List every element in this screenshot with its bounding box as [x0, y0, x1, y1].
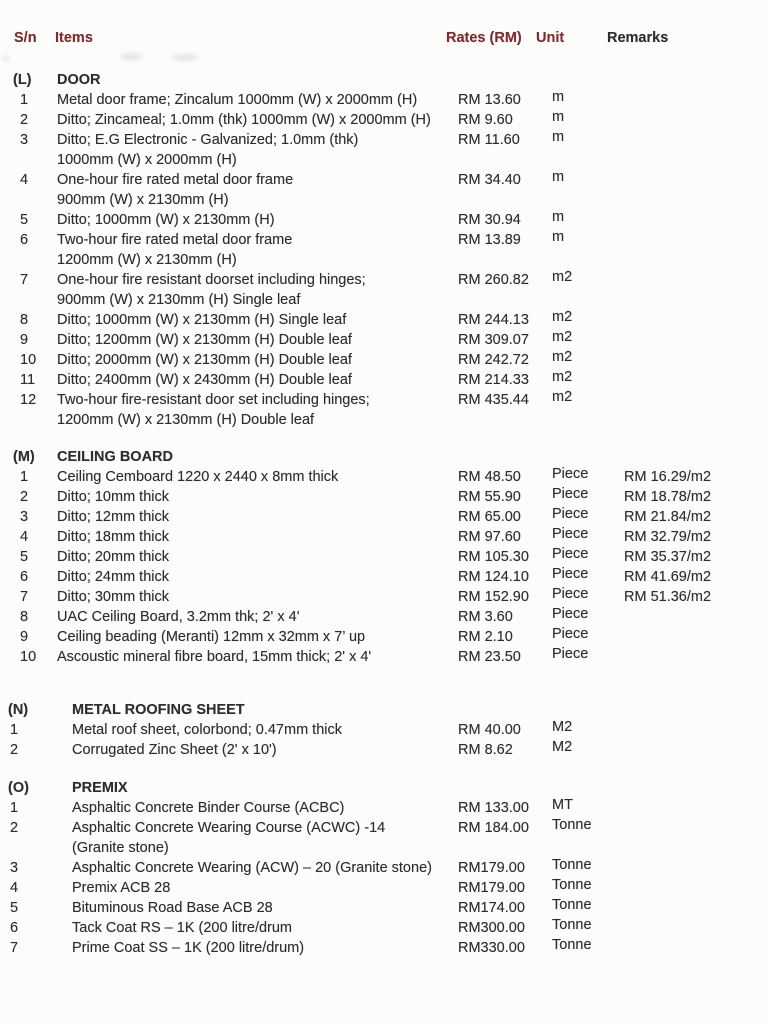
item-line: Corrugated Zinc Sheet (2' x 10') — [72, 742, 277, 758]
item-line: Ceiling Cemboard 1220 x 2440 x 8mm thick — [57, 469, 339, 485]
unit-value: Tonne — [552, 817, 592, 833]
item-description — [57, 467, 458, 487]
item-description — [57, 310, 458, 330]
section-letter: (N) — [8, 702, 29, 718]
item-line: One-hour fire resistant doorset including hinges; — [57, 272, 366, 288]
table-row — [0, 487, 768, 507]
row-serial: 1 — [10, 722, 19, 738]
row-serial: 4 — [10, 880, 19, 896]
unit-value: m2 — [552, 349, 573, 365]
remark-value: RM 41.69/m2 — [624, 569, 712, 585]
item-line: Premix ACB 28 — [72, 880, 171, 896]
item-line: Ascoustic mineral fibre board, 15mm thick; 2' x 4' — [57, 649, 372, 665]
table-row — [0, 130, 768, 170]
table-row — [0, 370, 768, 390]
table-row — [0, 210, 768, 230]
section-title: METAL ROOFING SHEET — [72, 702, 245, 718]
item-line: Ditto; 12mm thick — [57, 509, 169, 525]
item-line: 1200mm (W) x 2130mm (H) — [57, 252, 237, 268]
table-row — [0, 110, 768, 130]
row-serial: 9 — [20, 629, 29, 645]
table-row — [0, 330, 768, 350]
item-description — [72, 740, 458, 760]
unit-value: Piece — [552, 646, 589, 662]
rate-value: RM179.00 — [458, 880, 525, 896]
row-serial: 2 — [20, 112, 29, 128]
item-line: 1200mm (W) x 2130mm (H) Double leaf — [57, 412, 315, 428]
unit-value: Tonne — [552, 897, 592, 913]
rate-value: RM 8.62 — [458, 742, 513, 758]
item-line: Ditto; 1200mm (W) x 2130mm (H) Double leaf — [57, 332, 352, 348]
remark-value: RM 51.36/m2 — [624, 589, 712, 605]
item-description — [57, 350, 458, 370]
section-title: PREMIX — [72, 780, 128, 796]
table-row — [0, 898, 768, 918]
item-line: Ditto; Zincameal; 1.0mm (thk) 1000mm (W) x 2000mm (H) — [57, 112, 431, 128]
rate-value: RM 23.50 — [458, 649, 521, 665]
item-description — [72, 938, 458, 958]
item-description — [57, 110, 458, 130]
item-description — [72, 818, 458, 858]
item-description — [57, 230, 458, 270]
item-line: One-hour fire rated metal door frame — [57, 172, 294, 188]
row-serial: 7 — [20, 272, 29, 288]
section-title: CEILING BOARD — [57, 449, 173, 465]
rate-value: RM 30.94 — [458, 212, 521, 228]
item-description — [57, 330, 458, 350]
item-description — [57, 390, 458, 430]
rate-value: RM 97.60 — [458, 529, 521, 545]
item-line: Ditto; 20mm thick — [57, 549, 169, 565]
row-serial: 8 — [20, 609, 29, 625]
item-description — [72, 878, 458, 898]
item-description — [57, 370, 458, 390]
item-line: Two-hour fire rated metal door frame — [57, 232, 293, 248]
rate-value: RM 40.00 — [458, 722, 521, 738]
item-line: Metal door frame; Zincalum 1000mm (W) x 2000mm (H) — [57, 92, 418, 108]
scan-smudge — [172, 54, 198, 61]
rate-value: RM 309.07 — [458, 332, 529, 348]
item-line: Tack Coat RS – 1K (200 litre/drum — [72, 920, 293, 936]
row-serial: 2 — [10, 742, 19, 758]
row-serial: 3 — [20, 132, 29, 148]
section-letter: (M) — [13, 449, 35, 465]
item-description — [57, 627, 458, 647]
item-line: Bituminous Road Base ACB 28 — [72, 900, 273, 916]
rate-value: RM 55.90 — [458, 489, 521, 505]
scan-smudge — [2, 56, 10, 61]
item-line: 1000mm (W) x 2000mm (H) — [57, 152, 237, 168]
row-serial: 6 — [10, 920, 19, 936]
item-line: Prime Coat SS – 1K (200 litre/drum) — [72, 940, 305, 956]
remark-value: RM 35.37/m2 — [624, 549, 712, 565]
table-row — [0, 467, 768, 487]
table-row — [0, 858, 768, 878]
item-description — [72, 720, 458, 740]
section-L — [0, 70, 768, 430]
rate-value: RM 48.50 — [458, 469, 521, 485]
item-description — [57, 507, 458, 527]
unit-value: m2 — [552, 329, 573, 345]
row-serial: 1 — [20, 469, 29, 485]
section-M — [0, 447, 768, 667]
row-serial: 3 — [10, 860, 19, 876]
item-line: Two-hour fire-resistant door set including hinges; — [57, 392, 370, 408]
unit-value: Piece — [552, 626, 589, 642]
table-row — [0, 938, 768, 958]
item-description — [57, 567, 458, 587]
table-row — [0, 647, 768, 667]
unit-value: m2 — [552, 269, 573, 285]
table-row — [0, 390, 768, 430]
row-serial: 10 — [20, 649, 37, 665]
unit-value: Tonne — [552, 917, 592, 933]
row-serial: 8 — [20, 312, 29, 328]
item-line: Asphaltic Concrete Wearing Course (ACWC) -14 — [72, 820, 386, 836]
table-row — [0, 310, 768, 330]
column-header-remarks: Remarks — [607, 30, 669, 46]
rate-value: RM 3.60 — [458, 609, 513, 625]
row-serial: 3 — [20, 509, 29, 525]
remark-value: RM 16.29/m2 — [624, 469, 712, 485]
unit-value: MT — [552, 797, 573, 813]
section-title-row — [0, 70, 768, 90]
row-serial: 6 — [20, 569, 29, 585]
table-row — [0, 567, 768, 587]
item-description — [57, 130, 458, 170]
section-title-row — [0, 700, 768, 720]
rate-value: RM 9.60 — [458, 112, 513, 128]
unit-value: m2 — [552, 369, 573, 385]
item-line: Ditto; 30mm thick — [57, 589, 169, 605]
item-description — [57, 487, 458, 507]
table-row — [0, 170, 768, 210]
row-serial: 9 — [20, 332, 29, 348]
item-line: UAC Ceiling Board, 3.2mm thk; 2' x 4' — [57, 609, 300, 625]
item-description — [57, 587, 458, 607]
section-letter: (L) — [13, 72, 32, 88]
unit-value: m — [552, 169, 565, 185]
rate-value: RM 2.10 — [458, 629, 513, 645]
section-title: DOOR — [57, 72, 101, 88]
row-serial: 4 — [20, 172, 29, 188]
item-line: Asphaltic Concrete Binder Course (ACBC) — [72, 800, 345, 816]
remark-value: RM 21.84/m2 — [624, 509, 712, 525]
rate-value: RM 133.00 — [458, 800, 529, 816]
row-serial: 2 — [10, 820, 19, 836]
unit-value: Piece — [552, 466, 589, 482]
item-line: Ditto; 18mm thick — [57, 529, 169, 545]
price-list-table — [0, 70, 768, 958]
rate-value: RM 184.00 — [458, 820, 529, 836]
rate-value: RM 13.89 — [458, 232, 521, 248]
row-serial: 4 — [20, 529, 29, 545]
table-row — [0, 90, 768, 110]
column-header-unit: Unit — [536, 30, 565, 46]
item-line: 900mm (W) x 2130mm (H) — [57, 192, 229, 208]
item-line: Metal roof sheet, colorbond; 0.47mm thick — [72, 722, 342, 738]
section-title-row — [0, 447, 768, 467]
item-description — [72, 918, 458, 938]
unit-value: m — [552, 209, 565, 225]
row-serial: 2 — [20, 489, 29, 505]
unit-value: Piece — [552, 606, 589, 622]
unit-value: Tonne — [552, 857, 592, 873]
item-description — [57, 527, 458, 547]
row-serial: 1 — [20, 92, 29, 108]
item-description — [72, 858, 458, 878]
item-line: Asphaltic Concrete Wearing (ACW) – 20 (Granite stone) — [72, 860, 432, 876]
rate-value: RM 242.72 — [458, 352, 529, 368]
item-line: Ditto; E.G Electronic - Galvanized; 1.0mm (thk) — [57, 132, 359, 148]
item-description — [57, 270, 458, 310]
scan-smudge — [120, 53, 142, 60]
section-O — [0, 778, 768, 958]
table-row — [0, 270, 768, 310]
item-description — [57, 547, 458, 567]
table-row — [0, 587, 768, 607]
row-serial: 7 — [20, 589, 29, 605]
rate-value: RM 435.44 — [458, 392, 529, 408]
rate-value: RM 65.00 — [458, 509, 521, 525]
unit-value: Piece — [552, 526, 589, 542]
item-line: Ditto; 1000mm (W) x 2130mm (H) Single leaf — [57, 312, 347, 328]
table-row — [0, 818, 768, 858]
item-description — [72, 898, 458, 918]
column-header-items: Items — [55, 30, 93, 46]
unit-value: m — [552, 229, 565, 245]
item-line: Ditto; 2400mm (W) x 2430mm (H) Double leaf — [57, 372, 352, 388]
column-header-sn: S/n — [14, 30, 37, 46]
item-line: Ditto; 10mm thick — [57, 489, 169, 505]
table-row — [0, 607, 768, 627]
table-row — [0, 350, 768, 370]
unit-value: Tonne — [552, 937, 592, 953]
item-description — [57, 170, 458, 210]
row-serial: 12 — [20, 392, 37, 408]
rate-value: RM 13.60 — [458, 92, 521, 108]
rate-value: RM 34.40 — [458, 172, 521, 188]
unit-value: Piece — [552, 546, 589, 562]
item-line: Ditto; 2000mm (W) x 2130mm (H) Double leaf — [57, 352, 352, 368]
item-line: Ceiling beading (Meranti) 12mm x 32mm x 7’ up — [57, 629, 366, 645]
unit-value: M2 — [552, 739, 573, 755]
table-row — [0, 230, 768, 270]
table-row — [0, 527, 768, 547]
item-line: 900mm (W) x 2130mm (H) Single leaf — [57, 292, 301, 308]
table-header — [0, 28, 768, 48]
table-row — [0, 878, 768, 898]
row-serial: 7 — [10, 940, 19, 956]
rate-value: RM 214.33 — [458, 372, 529, 388]
item-description — [57, 210, 458, 230]
rate-value: RM 152.90 — [458, 589, 529, 605]
column-header-rates: Rates (RM) — [446, 30, 522, 46]
table-row — [0, 918, 768, 938]
row-serial: 5 — [20, 549, 29, 565]
section-N — [0, 700, 768, 760]
row-serial: 5 — [10, 900, 19, 916]
unit-value: m2 — [552, 389, 573, 405]
rate-value: RM174.00 — [458, 900, 525, 916]
remark-value: RM 18.78/m2 — [624, 489, 712, 505]
section-title-row — [0, 778, 768, 798]
item-line: Ditto; 1000mm (W) x 2130mm (H) — [57, 212, 275, 228]
section-letter: (O) — [8, 780, 29, 796]
item-description — [72, 798, 458, 818]
unit-value: m — [552, 89, 565, 105]
unit-value: Piece — [552, 506, 589, 522]
row-serial: 5 — [20, 212, 29, 228]
rate-value: RM 244.13 — [458, 312, 529, 328]
table-row — [0, 720, 768, 740]
rate-value: RM 124.10 — [458, 569, 529, 585]
table-row — [0, 798, 768, 818]
row-serial: 10 — [20, 352, 37, 368]
item-description — [57, 90, 458, 110]
item-line: Ditto; 24mm thick — [57, 569, 169, 585]
row-serial: 6 — [20, 232, 29, 248]
table-row — [0, 740, 768, 760]
table-row — [0, 627, 768, 647]
table-row — [0, 547, 768, 567]
item-line: (Granite stone) — [72, 840, 169, 856]
unit-value: Piece — [552, 486, 589, 502]
unit-value: M2 — [552, 719, 573, 735]
remark-value: RM 32.79/m2 — [624, 529, 712, 545]
rate-value: RM 105.30 — [458, 549, 529, 565]
rate-value: RM 260.82 — [458, 272, 529, 288]
item-description — [57, 607, 458, 627]
unit-value: Tonne — [552, 877, 592, 893]
unit-value: Piece — [552, 586, 589, 602]
rate-value: RM179.00 — [458, 860, 525, 876]
row-serial: 11 — [20, 372, 36, 388]
table-row — [0, 507, 768, 527]
rate-value: RM330.00 — [458, 940, 525, 956]
item-description — [57, 647, 458, 667]
rate-value: RM 11.60 — [458, 132, 520, 148]
rate-value: RM300.00 — [458, 920, 525, 936]
unit-value: m — [552, 129, 565, 145]
unit-value: m2 — [552, 309, 573, 325]
unit-value: m — [552, 109, 565, 125]
unit-value: Piece — [552, 566, 589, 582]
row-serial: 1 — [10, 800, 19, 816]
